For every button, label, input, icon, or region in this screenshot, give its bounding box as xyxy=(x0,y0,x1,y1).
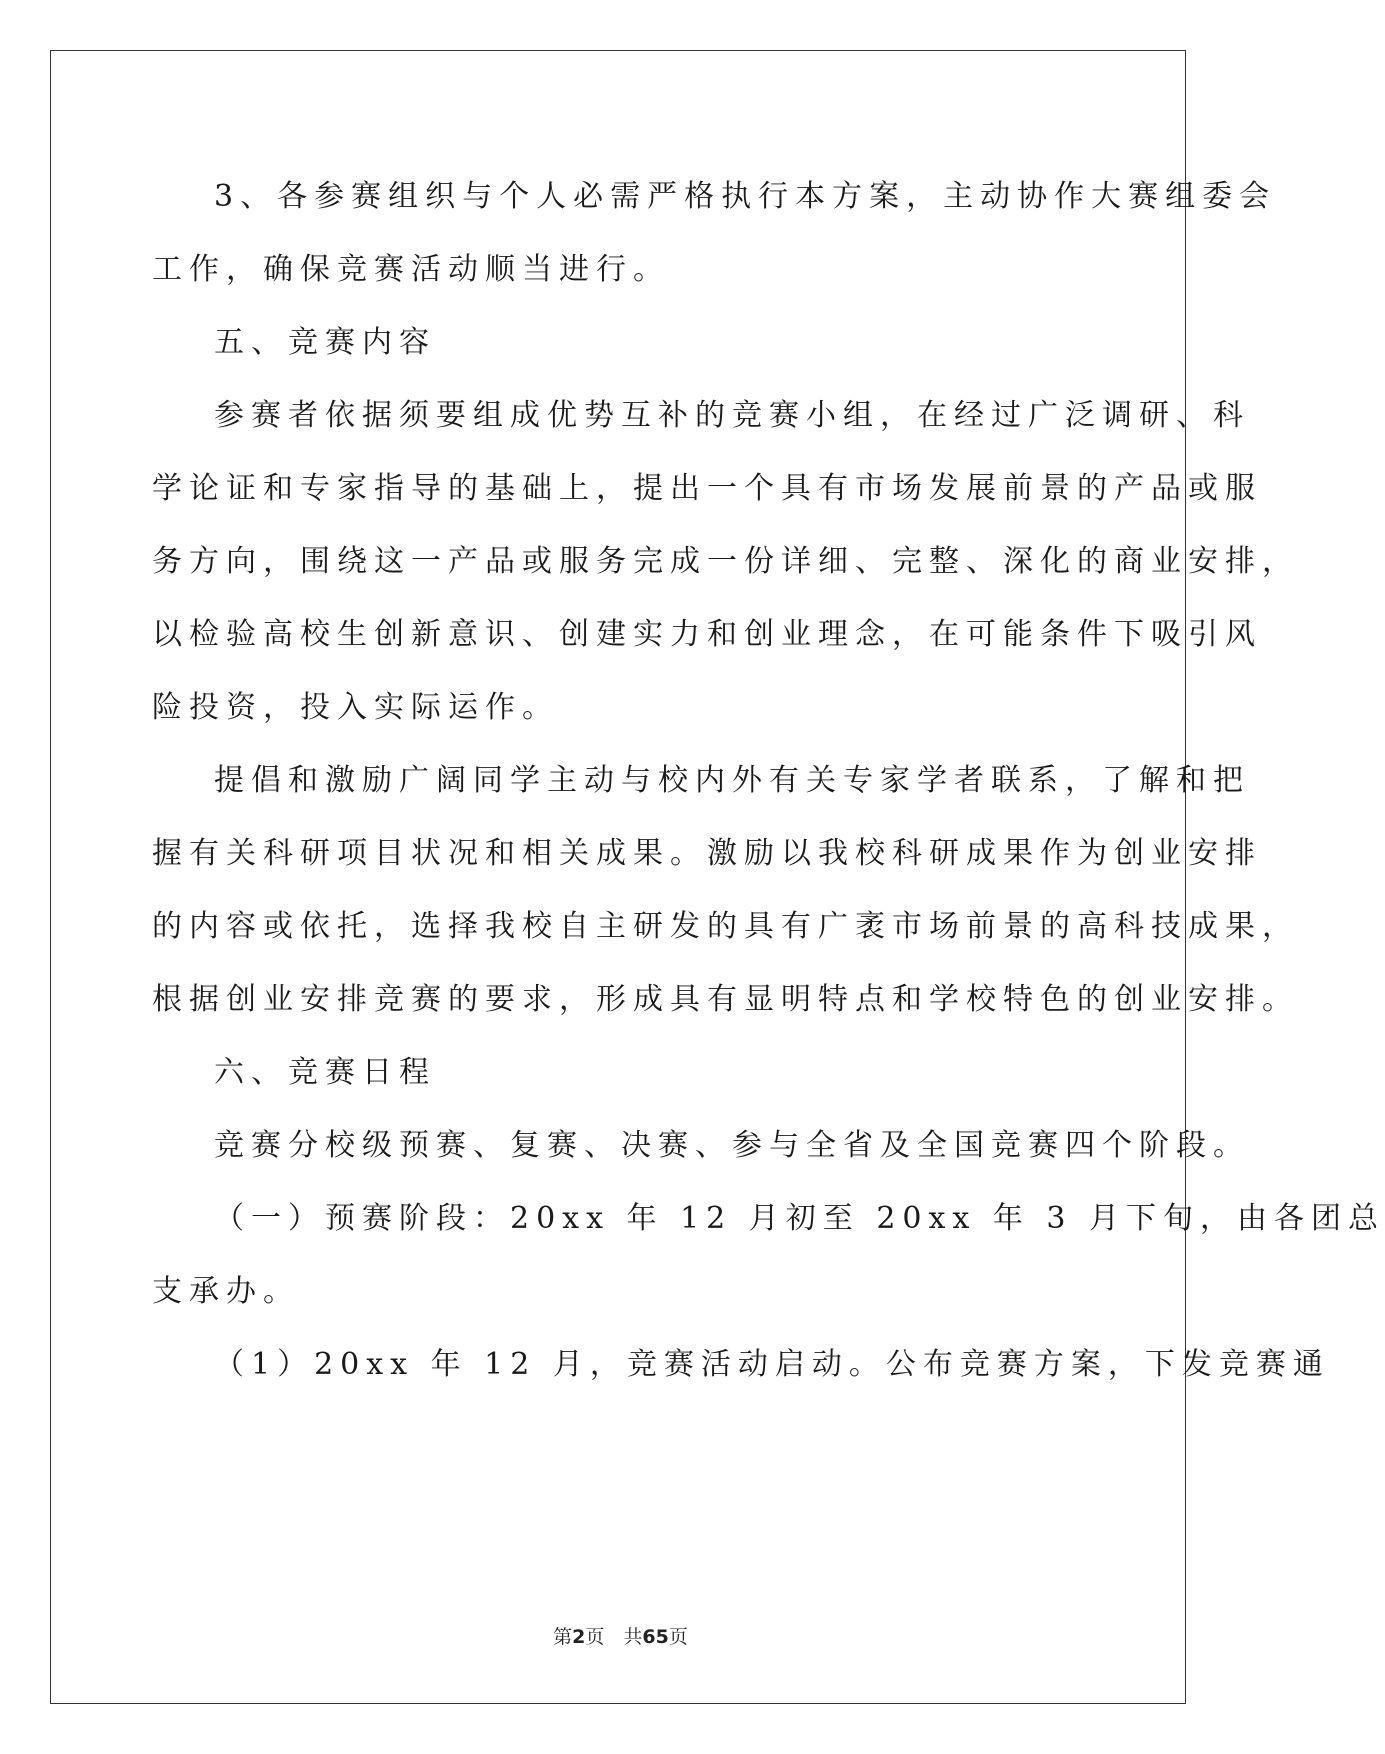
section-heading: 五、竞赛内容 xyxy=(214,325,436,360)
document-body xyxy=(152,160,1385,1401)
text-line: （一）预赛阶段：20xx 年 12 月初至 20xx 年 3 月下旬，由各团总 xyxy=(214,1201,1385,1236)
text-line: 以检验高校生创新意识、创建实力和创业理念，在可能条件下吸引风 xyxy=(152,617,1262,652)
text-line: 支承办。 xyxy=(152,1274,300,1309)
text-line: 工作，确保竞赛活动顺当进行。 xyxy=(152,252,670,287)
text-line: 学论证和专家指导的基础上，提出一个具有市场发展前景的产品或服 xyxy=(152,471,1262,506)
footer-suffix: 页 xyxy=(668,1626,688,1648)
footer-prefix: 第 xyxy=(553,1626,573,1648)
text-line: 险投资，投入实际运作。 xyxy=(152,690,559,725)
text-line: 务方向，围绕这一产品或服务完成一份详细、完整、深化的商业安排， xyxy=(152,544,1299,579)
section-heading: 六、竞赛日程 xyxy=(214,1055,436,1090)
text-line: 握有关科研项目状况和相关成果。激励以我校科研成果作为创业安排 xyxy=(152,836,1262,871)
footer-middle: 页 共 xyxy=(585,1626,643,1648)
page-footer xyxy=(0,1622,1241,1649)
text-line: 的内容或依托，选择我校自主研发的具有广袤市场前景的高科技成果， xyxy=(152,909,1299,944)
text-line: （1）20xx 年 12 月，竞赛活动启动。公布竞赛方案，下发竞赛通 xyxy=(214,1347,1330,1382)
total-page-count: 65 xyxy=(642,1626,669,1648)
text-line: 提倡和激励广阔同学主动与校内外有关专家学者联系，了解和把 xyxy=(214,763,1250,798)
text-line: 参赛者依据须要组成优势互补的竞赛小组，在经过广泛调研、科 xyxy=(214,398,1250,433)
current-page-number: 2 xyxy=(572,1626,586,1648)
text-line: 3、各参赛组织与个人必需严格执行本方案，主动协作大赛组委会 xyxy=(214,179,1277,214)
text-line: 竞赛分校级预赛、复赛、决赛、参与全省及全国竞赛四个阶段。 xyxy=(214,1128,1250,1163)
text-line: 根据创业安排竞赛的要求，形成具有显明特点和学校特色的创业安排。 xyxy=(152,982,1299,1017)
